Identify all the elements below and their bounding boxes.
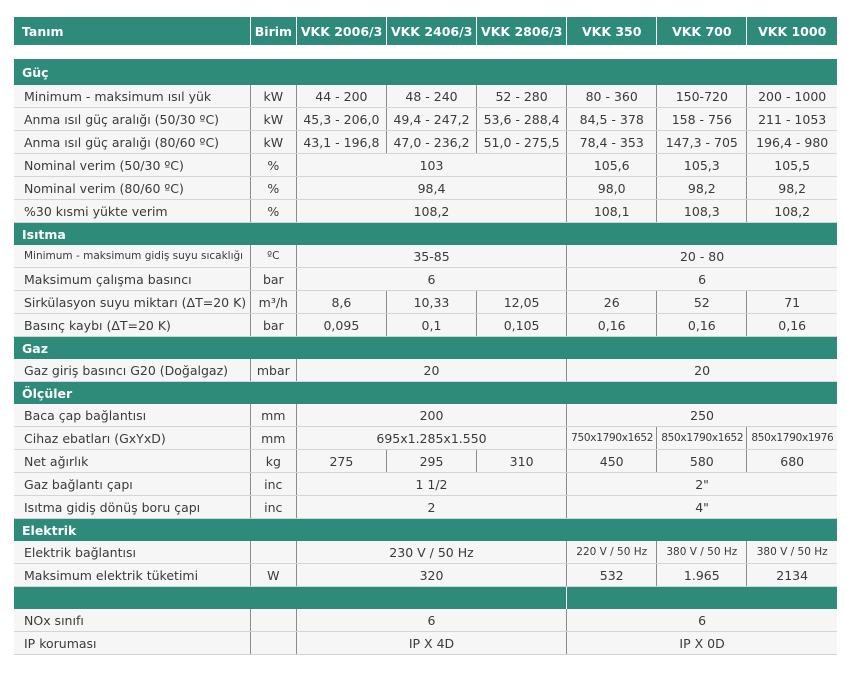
cell: 320	[296, 564, 566, 587]
header-vkk-2406: VKK 2406/3	[386, 17, 476, 45]
cell: 48 - 240	[386, 85, 476, 108]
section-guc	[14, 59, 837, 85]
cell: 105,6	[567, 154, 657, 177]
table-row	[14, 291, 837, 314]
cell: 0,16	[657, 314, 747, 337]
cell: 105,3	[657, 154, 747, 177]
cell: 850x1790x1652	[657, 427, 747, 450]
section-blank	[14, 587, 837, 610]
cell: 450	[567, 450, 657, 473]
row-label: Minimum - maksimum gidiş suyu sıcaklığı	[14, 245, 250, 268]
cell: 8,6	[296, 291, 386, 314]
spacer	[14, 45, 837, 59]
cell: 0,105	[477, 314, 567, 337]
cell: 6	[296, 268, 566, 291]
cell: 49,4 - 247,2	[386, 108, 476, 131]
table-row	[14, 427, 837, 450]
table-row	[14, 473, 837, 496]
table-row	[14, 541, 837, 564]
cell: 150-720	[657, 85, 747, 108]
cell: 103	[296, 154, 566, 177]
cell: 108,2	[747, 200, 837, 223]
cell: 108,2	[296, 200, 566, 223]
table-row	[14, 496, 837, 519]
row-unit: mm	[250, 427, 296, 450]
row-label: Elektrik bağlantısı	[14, 541, 250, 564]
cell: 20	[567, 359, 837, 382]
cell: 2134	[747, 564, 837, 587]
row-unit: mm	[250, 404, 296, 427]
row-label: Minimum - maksimum ısıl yük	[14, 85, 250, 108]
row-unit: W	[250, 564, 296, 587]
header-vkk-700: VKK 700	[657, 17, 747, 45]
cell: 20	[296, 359, 566, 382]
row-label: IP koruması	[14, 632, 250, 655]
header-vkk-2006: VKK 2006/3	[296, 17, 386, 45]
section-title: Isıtma	[14, 223, 837, 246]
row-label: Anma ısıl güç aralığı (80/60 ºC)	[14, 131, 250, 154]
row-unit: bar	[250, 314, 296, 337]
row-unit: ºC	[250, 245, 296, 268]
table-row	[14, 85, 837, 108]
cell: 211 - 1053	[747, 108, 837, 131]
row-label: Sirkülasyon suyu miktarı (ΔT=20 K)	[14, 291, 250, 314]
table-row	[14, 200, 837, 223]
cell: 158 - 756	[657, 108, 747, 131]
cell: IP X 4D	[296, 632, 566, 655]
cell: 2"	[567, 473, 837, 496]
cell: 695x1.285x1.550	[296, 427, 566, 450]
cell: 6	[296, 609, 566, 632]
table-row	[14, 268, 837, 291]
row-label: Nominal verim (50/30 ºC)	[14, 154, 250, 177]
section-elektrik	[14, 519, 837, 542]
cell: 196,4 - 980	[747, 131, 837, 154]
section-isitma	[14, 223, 837, 246]
cell: 200 - 1000	[747, 85, 837, 108]
table-row	[14, 177, 837, 200]
cell: 6	[567, 609, 837, 632]
section-gaz	[14, 337, 837, 360]
cell: 12,05	[477, 291, 567, 314]
cell: 45,3 - 206,0	[296, 108, 386, 131]
cell: 98,2	[747, 177, 837, 200]
cell: 147,3 - 705	[657, 131, 747, 154]
cell: 47,0 - 236,2	[386, 131, 476, 154]
cell: 78,4 - 353	[567, 131, 657, 154]
row-unit: bar	[250, 268, 296, 291]
table-row	[14, 154, 837, 177]
cell: 2	[296, 496, 566, 519]
cell: 4"	[567, 496, 837, 519]
row-unit	[250, 632, 296, 655]
row-label: Baca çap bağlantısı	[14, 404, 250, 427]
cell: 20 - 80	[567, 245, 837, 268]
row-label: Basınç kaybı (ΔT=20 K)	[14, 314, 250, 337]
row-label: NOx sınıfı	[14, 609, 250, 632]
table-row	[14, 245, 837, 268]
cell: IP X 0D	[567, 632, 837, 655]
cell: 250	[567, 404, 837, 427]
row-unit: %	[250, 154, 296, 177]
row-unit: kW	[250, 85, 296, 108]
cell: 0,095	[296, 314, 386, 337]
cell: 52	[657, 291, 747, 314]
section-blank-left	[14, 587, 567, 610]
table-row	[14, 450, 837, 473]
cell: 295	[386, 450, 476, 473]
cell: 200	[296, 404, 566, 427]
cell: 84,5 - 378	[567, 108, 657, 131]
cell: 380 V / 50 Hz	[747, 541, 837, 564]
cell: 230 V / 50 Hz	[296, 541, 566, 564]
row-label: Anma ısıl güç aralığı (50/30 ºC)	[14, 108, 250, 131]
row-unit: inc	[250, 496, 296, 519]
row-label: Isıtma gidiş dönüş boru çapı	[14, 496, 250, 519]
cell: 1 1/2	[296, 473, 566, 496]
cell: 580	[657, 450, 747, 473]
row-label: Maksimum çalışma basıncı	[14, 268, 250, 291]
section-title: Elektrik	[14, 519, 837, 542]
cell: 53,6 - 288,4	[477, 108, 567, 131]
section-title: Güç	[14, 59, 837, 85]
header-row	[14, 17, 837, 45]
cell: 105,5	[747, 154, 837, 177]
cell: 52 - 280	[477, 85, 567, 108]
cell: 43,1 - 196,8	[296, 131, 386, 154]
cell: 680	[747, 450, 837, 473]
cell: 80 - 360	[567, 85, 657, 108]
row-unit: %	[250, 200, 296, 223]
cell: 51,0 - 275,5	[477, 131, 567, 154]
cell: 6	[567, 268, 837, 291]
cell: 532	[567, 564, 657, 587]
row-label: Cihaz ebatları (GxYxD)	[14, 427, 250, 450]
cell: 108,1	[567, 200, 657, 223]
cell: 98,4	[296, 177, 566, 200]
row-unit	[250, 541, 296, 564]
table-row	[14, 609, 837, 632]
row-unit: kW	[250, 131, 296, 154]
row-label: Gaz bağlantı çapı	[14, 473, 250, 496]
cell: 310	[477, 450, 567, 473]
cell: 0,16	[747, 314, 837, 337]
table-row	[14, 131, 837, 154]
section-olculer	[14, 382, 837, 405]
row-unit: kg	[250, 450, 296, 473]
section-title: Gaz	[14, 337, 837, 360]
cell: 750x1790x1652	[567, 427, 657, 450]
table-row	[14, 314, 837, 337]
header-birim: Birim	[250, 17, 296, 45]
cell: 0,1	[386, 314, 476, 337]
row-label: Maksimum elektrik tüketimi	[14, 564, 250, 587]
cell: 35-85	[296, 245, 566, 268]
cell: 0,16	[567, 314, 657, 337]
cell: 44 - 200	[296, 85, 386, 108]
cell: 108,3	[657, 200, 747, 223]
row-unit: inc	[250, 473, 296, 496]
cell: 275	[296, 450, 386, 473]
header-vkk-2806: VKK 2806/3	[477, 17, 567, 45]
cell: 98,0	[567, 177, 657, 200]
section-blank-right	[567, 587, 837, 610]
section-title: Ölçüler	[14, 382, 837, 405]
header-vkk-350: VKK 350	[567, 17, 657, 45]
row-unit: mbar	[250, 359, 296, 382]
table-row	[14, 404, 837, 427]
row-label: Net ağırlık	[14, 450, 250, 473]
cell: 10,33	[386, 291, 476, 314]
header-vkk-1000: VKK 1000	[747, 17, 837, 45]
cell: 850x1790x1976	[747, 427, 837, 450]
row-label: Gaz giriş basıncı G20 (Doğalgaz)	[14, 359, 250, 382]
table-row	[14, 564, 837, 587]
header-tanim: Tanım	[14, 17, 250, 45]
row-unit: %	[250, 177, 296, 200]
table-row	[14, 632, 837, 655]
cell: 1.965	[657, 564, 747, 587]
row-label: %30 kısmi yükte verim	[14, 200, 250, 223]
cell: 220 V / 50 Hz	[567, 541, 657, 564]
spec-table	[14, 17, 837, 655]
row-unit: kW	[250, 108, 296, 131]
cell: 71	[747, 291, 837, 314]
row-unit: m³/h	[250, 291, 296, 314]
spec-table-container	[14, 17, 837, 655]
table-row	[14, 108, 837, 131]
cell: 26	[567, 291, 657, 314]
row-label: Nominal verim (80/60 ºC)	[14, 177, 250, 200]
table-row	[14, 359, 837, 382]
cell: 380 V / 50 Hz	[657, 541, 747, 564]
row-unit	[250, 609, 296, 632]
cell: 98,2	[657, 177, 747, 200]
